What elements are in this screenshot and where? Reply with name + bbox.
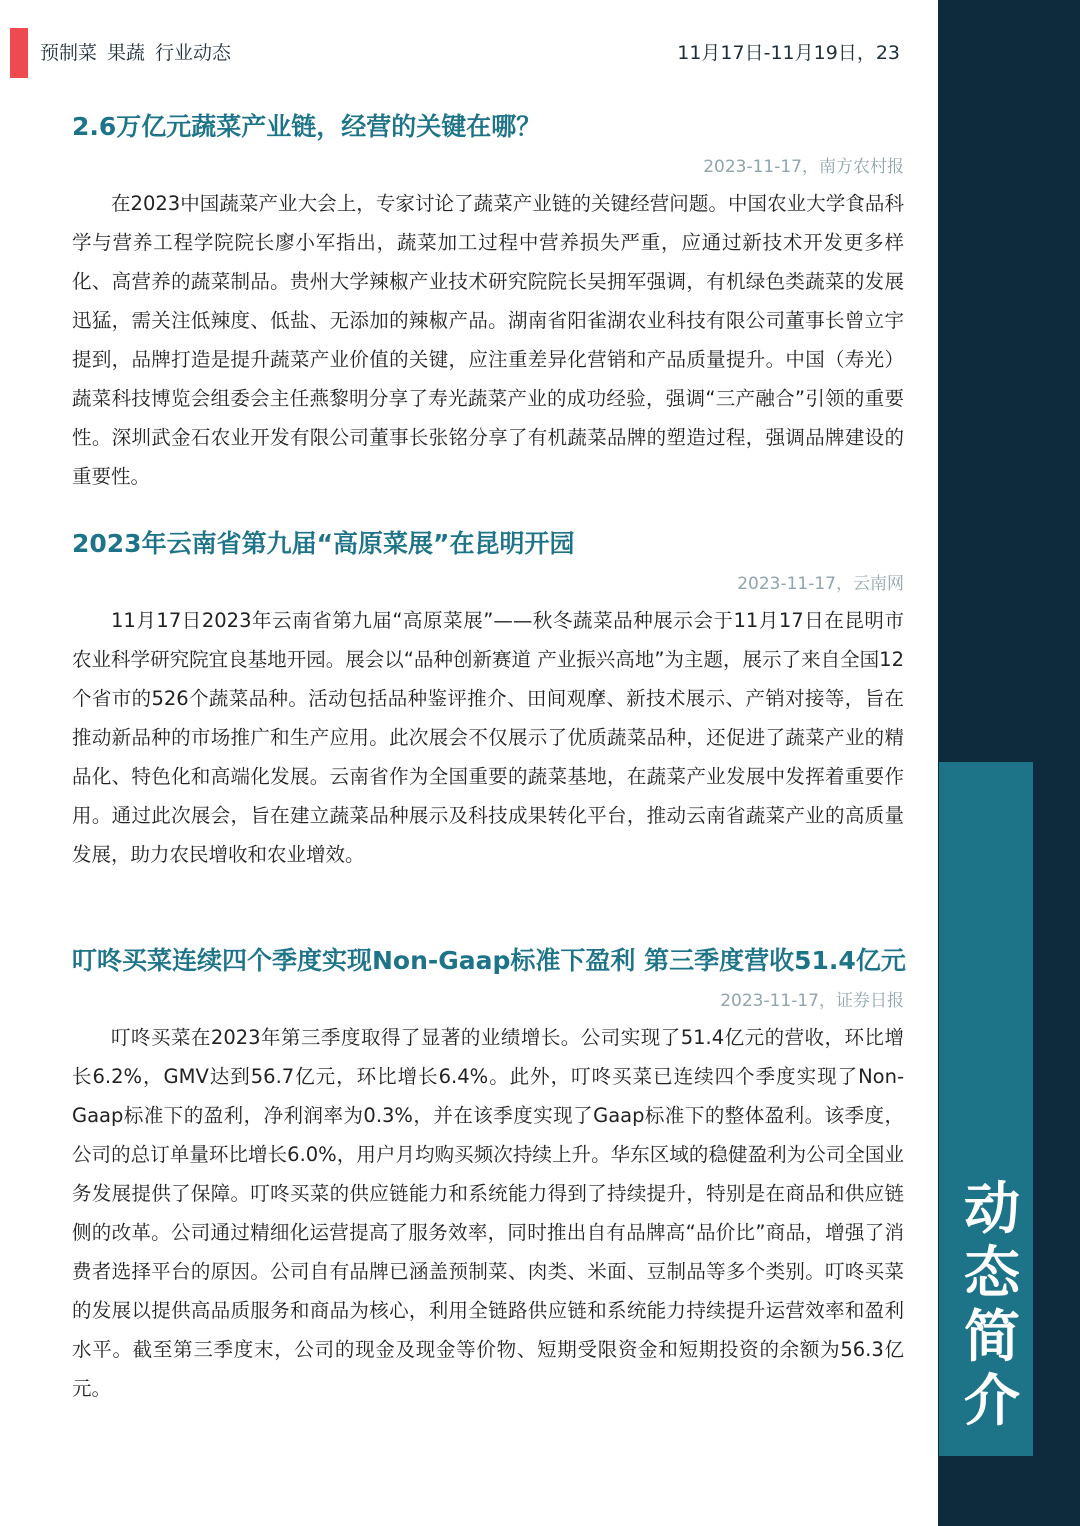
sidebar-title-char: 动: [964, 1177, 1020, 1242]
sidebar-title-char: 介: [964, 1369, 1020, 1434]
article-body: 11月17日2023年云南省第九届“高原菜展”——秋冬蔬菜品种展示会于11月17日在昆明市农业科学研究院宜良基地开园。展会以“品种创新赛道 产业振兴高地”为主题，展示了来自全国12个省市的526个蔬菜品种。活动包括品种鉴评推介、田间观摩、新技术展示、产销对接等，旨在推动新品种的市场推广和生产应用。此次展会不仅展示了优质蔬菜品种，还促进了蔬菜产业的精品化、特色化和高端化发展。云南省作为全国重要的蔬菜基地，在蔬菜产业发展中发挥着重要作用。通过此次展会，旨在建立蔬菜品种展示及科技成果转化平台，推动云南省蔬菜产业的高质量发展，助力农民增收和农业增效。: [72, 609, 904, 866]
header-tag: 行业动态: [155, 42, 232, 64]
article-meta: 2023-11-17，南方农村报: [703, 157, 904, 177]
header-tag: 预制菜: [40, 42, 98, 64]
sidebar-title-char: 简: [964, 1305, 1020, 1370]
article-3: [72, 944, 904, 1408]
article-1: [72, 110, 904, 496]
article-meta: 2023-11-17，证券日报: [720, 991, 904, 1011]
header-tag: 果蔬: [107, 42, 146, 64]
article-2: [72, 527, 904, 874]
article-meta: 2023-11-17，云南网: [737, 574, 904, 594]
header-tags: [40, 38, 241, 65]
header-accent-bar: [10, 28, 28, 78]
article-title[interactable]: 2.6万亿元蔬菜产业链，经营的关键在哪？: [72, 112, 542, 141]
sidebar-title-char: 态: [964, 1241, 1020, 1306]
article-title[interactable]: 叮咚买菜连续四个季度实现Non-Gaap标准下盈利 第三季度营收51.4亿元: [72, 946, 906, 975]
sidebar-title: [939, 1178, 1045, 1434]
article-body: 在2023中国蔬菜产业大会上，专家讨论了蔬菜产业链的关键经营问题。中国农业大学食品科学与营养工程学院院长廖小军指出，蔬菜加工过程中营养损失严重，应通过新技术开发更多样化、高营养的蔬菜制品。贵州大学辣椒产业技术研究院院长吴拥军强调，有机绿色类蔬菜的发展迅猛，需关注低辣度、低盐、无添加的辣椒产品。湖南省阳雀湖农业科技有限公司董事长曾立宇提到，品牌打造是提升蔬菜产业价值的关键，应注重差异化营销和产品质量提升。中国（寿光）蔬菜科技博览会组委会主任燕黎明分享了寿光蔬菜产业的成功经验，强调“三产融合”引领的重要性。深圳武金石农业开发有限公司董事长张铭分享了有机蔬菜品牌的塑造过程，强调品牌建设的重要性。: [72, 192, 904, 488]
article-body: 叮咚买菜在2023年第三季度取得了显著的业绩增长。公司实现了51.4亿元的营收，环比增长6.2%，GMV达到56.7亿元，环比增长6.4%。此外，叮咚买菜已连续四个季度实现了Non-Gaap标准下的盈利，净利润率为0.3%，并在该季度实现了Gaap标准下的整体盈利。该季度，公司的总订单量环比增长6.0%，用户月均购买频次持续上升。华东区域的稳健盈利为公司全国业务发展提供了保障。叮咚买菜的供应链能力和系统能力得到了持续提升，特别是在商品和供应链侧的改革。公司通过精细化运营提高了服务效率，同时推出自有品牌高“品价比”商品，增强了消费者选择平台的原因。公司自有品牌已涵盖预制菜、肉类、米面、豆制品等多个类别。叮咚买菜的发展以提供高品质服务和商品为核心，利用全链路供应链和系统能力持续提升运营效率和盈利水平。截至第三季度末，公司的现金及现金等价物、短期受限资金和短期投资的余额为56.3亿元。: [72, 1026, 904, 1400]
article-title[interactable]: 2023年云南省第九届“高原菜展”在昆明开园: [72, 529, 575, 558]
header-date-page: 11月17日-11月19日，23: [677, 42, 900, 64]
